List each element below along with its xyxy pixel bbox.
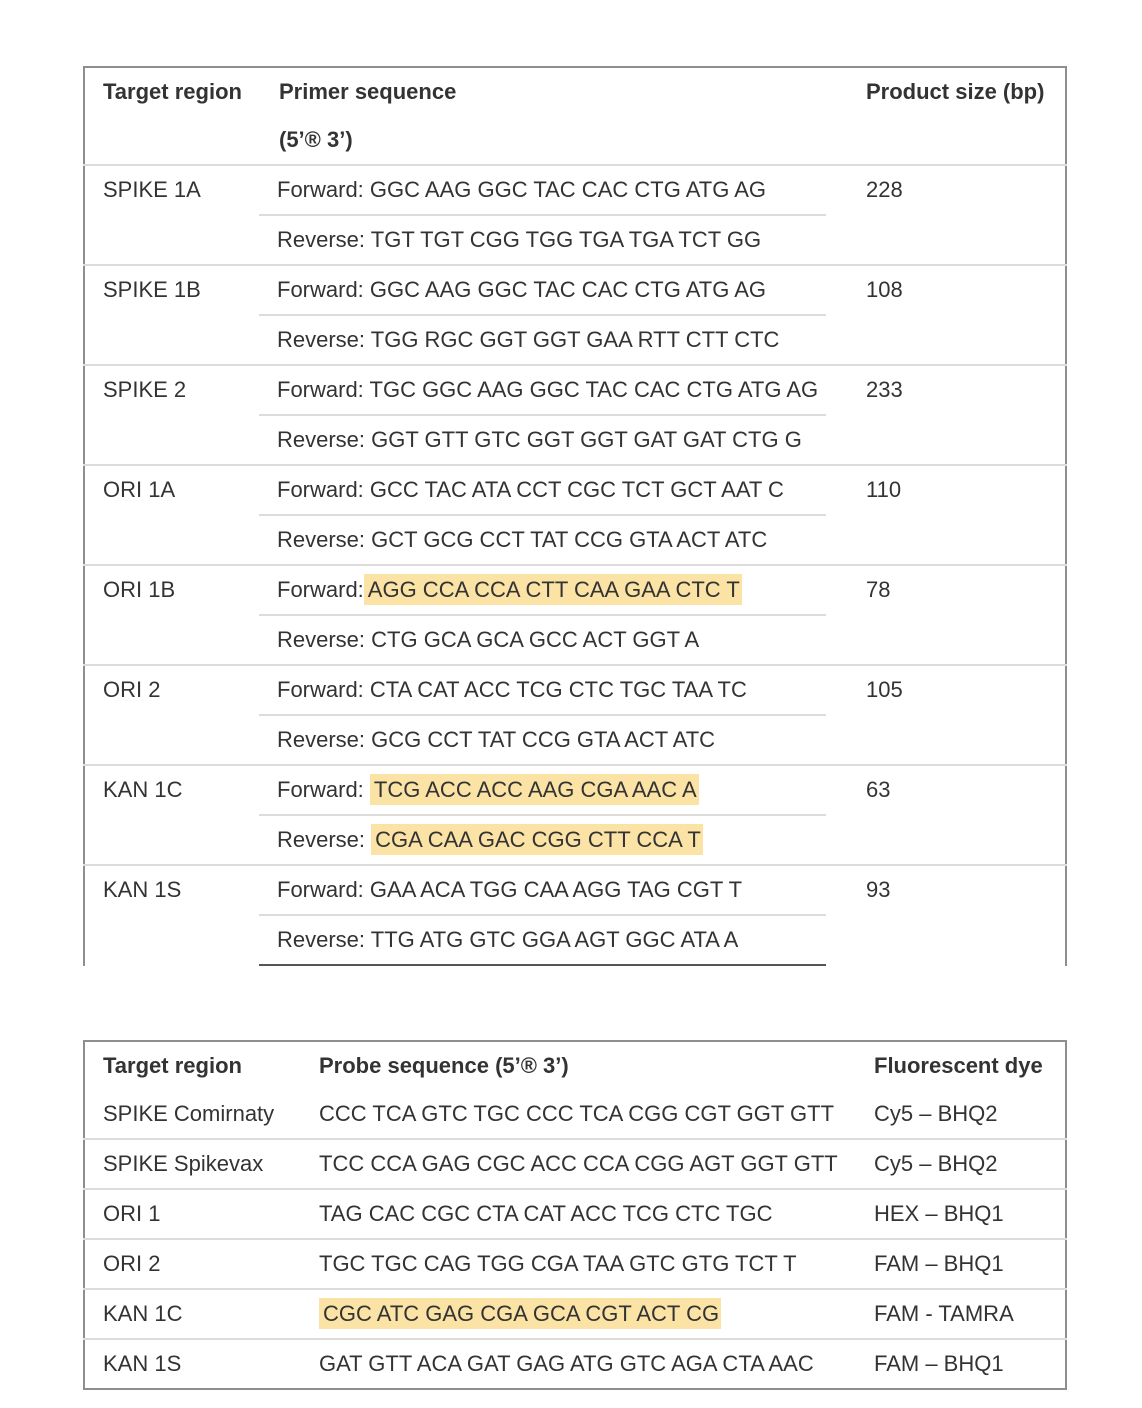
primer-table [83,66,1067,966]
target-region: ORI 2 [84,665,261,765]
forward-label: Forward: [277,377,364,402]
table-row [84,1339,1066,1389]
target-region: KAN 1C [84,765,261,865]
table-row [84,865,1066,966]
table-row [84,1239,1066,1289]
reverse-sequence: GCT GCG CCT TAT CCG GTA ACT ATC [371,527,768,552]
target-region: SPIKE 1B [84,265,261,365]
reverse-label: Reverse: [277,427,366,452]
forward-label: Forward: [277,877,364,902]
table-row [84,365,1066,465]
target-region: KAN 1C [84,1289,301,1339]
reverse-label: Reverse: [277,927,366,952]
target-region: KAN 1S [103,877,182,902]
target-region: SPIKE 1A [84,165,261,265]
reverse-label: Reverse: [277,327,366,352]
reverse-sequence-highlighted: CGA CAA GAC CGG CTT CCA T [371,824,703,855]
reverse-primer [259,316,826,364]
forward-sequence: CTA CAT ACC TCG CTC TGC TAA TC [369,677,747,702]
probe-sequence-highlighted: CGC ATC GAG CGA GCA CGT ACT CG [319,1298,721,1329]
fluorescent-dye: HEX – BHQ1 [858,1189,1066,1239]
probe-sequence [301,1289,858,1339]
table-row [84,1289,1066,1339]
header-fluorescent-dye: Fluorescent dye [874,1053,1043,1078]
primer-pair [261,265,846,365]
product-size: 93 [866,877,891,902]
reverse-primer [259,216,826,264]
reverse-label: Reverse: [277,727,366,752]
reverse-label: Reverse: [277,827,366,852]
target-region: KAN 1S [103,1351,182,1376]
probe-sequence: TGC TGC CAG TGG CGA TAA GTC GTG TCT T [301,1239,858,1289]
forward-label: Forward: [277,677,364,702]
forward-sequence: GCC TAC ATA CCT CGC TCT GCT AAT C [369,477,784,502]
forward-sequence-highlighted: AGG CCA CCA CTT CAA GAA CTC T [364,574,742,605]
target-region: SPIKE 2 [84,365,261,465]
table-row [84,1189,1066,1239]
fluorescent-dye: Cy5 – BHQ2 [858,1090,1066,1139]
header-primer-sequence [261,67,846,165]
forward-primer [259,666,826,716]
forward-sequence: GGC AAG GGC TAC CAC CTG ATG AG [369,177,766,202]
probe-sequence: GAT GTT ACA GAT GAG ATG GTC AGA CTA AAC [319,1351,814,1376]
reverse-sequence: TTG ATG GTC GGA AGT GGC ATA A [370,927,739,952]
reverse-primer [259,916,826,966]
forward-label: Forward: [277,577,364,602]
forward-label: Forward: [277,177,364,202]
table-row [84,465,1066,565]
product-size: 108 [846,265,1066,365]
table-row [84,165,1066,265]
forward-primer [259,466,826,516]
forward-sequence-highlighted: TCG ACC ACC AAG CGA AAC A [370,774,699,805]
reverse-sequence: TGG RGC GGT GGT GAA RTT CTT CTC [370,327,780,352]
table-row [84,565,1066,665]
product-size: 105 [846,665,1066,765]
probe-sequence: CCC TCA GTC TGC CCC TCA CGG CGT GGT GTT [301,1090,858,1139]
reverse-sequence: GCG CCT TAT CCG GTA ACT ATC [371,727,716,752]
primer-pair [261,665,846,765]
primer-header-row [84,67,1066,165]
fluorescent-dye: FAM - TAMRA [858,1289,1066,1339]
product-size: 78 [846,565,1066,665]
table-row [84,665,1066,765]
header-target-region: Target region [84,67,261,165]
header-primer-direction: (5’® 3’) [279,127,353,152]
probe-table [83,1040,1067,1390]
target-region: SPIKE Comirnaty [84,1090,301,1139]
forward-primer [259,866,826,916]
table-row [84,765,1066,865]
header-product-size: Product size (bp) [846,67,1066,165]
product-size: 63 [846,765,1066,865]
reverse-label: Reverse: [277,627,366,652]
product-size: 228 [846,165,1066,265]
target-region: ORI 1B [84,565,261,665]
forward-primer [259,166,826,216]
primer-pair [261,865,846,966]
forward-label: Forward: [277,277,364,302]
probe-header-row [84,1041,1066,1090]
reverse-sequence: TGT TGT CGG TGG TGA TGA TCT GG [370,227,762,252]
reverse-sequence: CTG GCA GCA GCC ACT GGT A [371,627,700,652]
forward-primer [259,366,826,416]
reverse-label: Reverse: [277,527,366,552]
reverse-primer [259,416,826,464]
primer-pair [261,565,846,665]
fluorescent-dye: FAM – BHQ1 [874,1351,1004,1376]
header-target-region: Target region [103,1053,242,1078]
forward-sequence: GAA ACA TGG CAA AGG TAG CGT T [369,877,743,902]
forward-primer [259,566,826,616]
reverse-sequence: GGT GTT GTC GGT GGT GAT GAT CTG G [371,427,802,452]
target-region: ORI 1 [84,1189,301,1239]
table-row [84,1139,1066,1189]
primer-pair [261,165,846,265]
fluorescent-dye: FAM – BHQ1 [858,1239,1066,1289]
forward-label: Forward: [277,777,364,802]
product-size: 110 [846,465,1066,565]
reverse-primer [259,516,826,564]
target-region: ORI 2 [84,1239,301,1289]
reverse-label: Reverse: [277,227,366,252]
forward-sequence: GGC AAG GGC TAC CAC CTG ATG AG [369,277,766,302]
forward-primer [259,766,826,816]
reverse-primer [259,816,826,864]
header-probe-sequence: Probe sequence (5’® 3’) [319,1053,569,1078]
primer-pair [261,365,846,465]
probe-sequence: TAG CAC CGC CTA CAT ACC TCG CTC TGC [301,1189,858,1239]
forward-sequence: TGC GGC AAG GGC TAC CAC CTG ATG AG [369,377,819,402]
probe-sequence: TCC CCA GAG CGC ACC CCA CGG AGT GGT GTT [301,1139,858,1189]
forward-label: Forward: [277,477,364,502]
primer-pair [261,765,846,865]
table-row [84,1090,1066,1139]
table-row [84,265,1066,365]
primer-pair [261,465,846,565]
target-region: SPIKE Spikevax [84,1139,301,1189]
target-region: ORI 1A [84,465,261,565]
reverse-primer [259,616,826,664]
fluorescent-dye: Cy5 – BHQ2 [858,1139,1066,1189]
header-primer-sequence-label: Primer sequence [279,79,457,104]
reverse-primer [259,716,826,764]
forward-primer [259,266,826,316]
product-size: 233 [846,365,1066,465]
